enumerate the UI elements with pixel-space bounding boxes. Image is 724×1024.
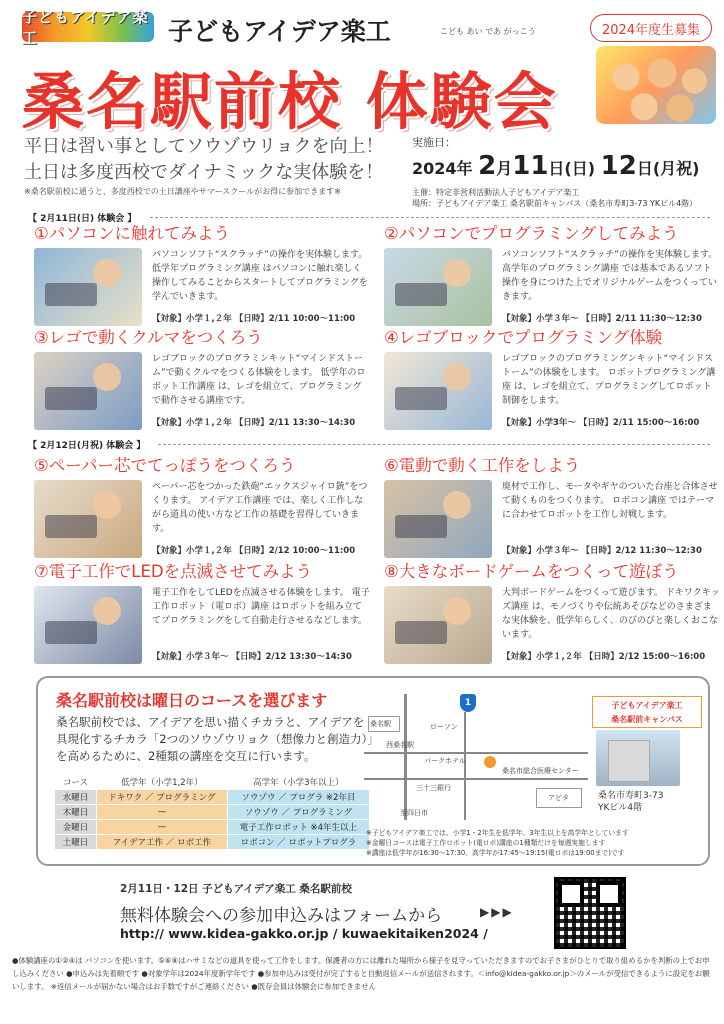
card-photo	[34, 248, 142, 326]
table-cell: —	[97, 820, 228, 835]
table-cell: ソウゾウ ／ プログラミング	[227, 805, 369, 820]
brand-name: 子どもアイデア楽工	[168, 17, 391, 46]
card-title: ⑧大きなボードゲームをつくって遊ぼう	[384, 562, 679, 581]
card-title: ⑦電子工作でLEDを点滅させてみよう	[34, 562, 313, 581]
table-header: コース	[55, 775, 97, 790]
card-3	[34, 328, 374, 432]
event-month: 2	[478, 151, 497, 181]
apply-date: 2月11日・12日 子どもアイデア楽工 桑名駅前校	[120, 883, 352, 895]
event-day1-suffix: 日(日)	[548, 159, 596, 178]
campus-label	[592, 696, 702, 728]
card-title: ⑤ペーパー芯でてっぽうをつくろう	[34, 456, 296, 475]
apply-url-link[interactable]: http:// www.kidea-gakko.or.jp / kuwaekitaiken2024 /	[120, 926, 488, 941]
card-photo	[34, 480, 142, 558]
card-meta: 【対象】小学３年～ 【日時】2/11 11:30～12:30	[502, 314, 702, 324]
table-row	[55, 835, 370, 850]
brand-ruby: こども あい であ がっこう	[440, 27, 536, 36]
card-title: ②パソコンでプログラミングしてみよう	[384, 224, 679, 243]
card-meta: 【対象】小学３年～ 【日時】2/12 11:30～12:30	[502, 546, 702, 556]
course-table	[54, 774, 370, 850]
map-label: パークホテル	[424, 757, 466, 765]
card-description: レゴブロックのプログラミングンキット“マインドストーム”の体験をします。 ロボットプログラミング講座 は、レゴを組立て、プログラミングしてロボット制御をします。	[502, 354, 716, 406]
map-label: 西桑名駅	[386, 741, 414, 749]
table-cell: ソウゾウ ／ プログラ ※2年目	[227, 790, 369, 805]
note: ※子どもアイデア楽工では、小学1・2年生を低学年、3年生以上を高学年としています	[366, 829, 629, 837]
event-day2: 12	[600, 151, 637, 181]
table-header: 高学年（小学3年以上）	[227, 775, 369, 790]
event-date-box	[412, 134, 712, 209]
card-meta: 【対象】小学３年～ 【日時】2/12 13:30～14:30	[152, 652, 352, 662]
card-2	[384, 224, 724, 328]
table-cell: 電子工作ロボット ※4年生以上	[227, 820, 369, 835]
card-title: ①パソコンに触れてみよう	[34, 224, 230, 243]
day1-rule	[150, 217, 710, 218]
card-title: ⑥電動で動く工作をしよう	[384, 456, 581, 475]
card-description: 廃材で工作し、モータやギヤのついた台座と合体させて動くものをつくります。 ロボコン講座 ではテーマに合わせてロボットを工作し対戦します。	[502, 482, 718, 520]
logo: 子どもアイデア楽工	[22, 12, 154, 42]
qr-code[interactable]	[554, 877, 626, 949]
card-photo	[384, 586, 492, 664]
campus-name: 桑名駅前キャンパス	[611, 715, 683, 724]
map-label: 桑名市総合医療センター	[502, 767, 579, 775]
table-row	[55, 790, 370, 805]
card-7	[34, 562, 374, 666]
table-cell: 木曜日	[55, 805, 97, 820]
card-photo	[384, 480, 492, 558]
table-header: 低学年（小学1,2年）	[97, 775, 228, 790]
table-cell: ロボコン ／ ロボットプログラ	[227, 835, 369, 850]
venue: 場所：子どもアイデア楽工 桑名駅前キャンパス（桑名市寿町3-73 YKビル4階）	[412, 199, 698, 208]
day2-rule	[158, 444, 710, 445]
table-header-row	[55, 775, 370, 790]
event-day1: 11	[512, 151, 549, 181]
access-map	[364, 694, 588, 820]
footer-notes: ●体験講座の①②④は パソコンを使います。⑤⑥⑧はハサミなどの道具を使って工作をします。保護者の方には離れた場所から様子を見守っていただきますのでお子さまがひとりで取り組めるかを判断の上でお申し込みください ●申込みは先着順です ●対象学年は2024年度新学年です ●参加申込みは受付が完了すると自動返信メールが送信されます。＜info@kidea-gakko.or.jp＞のメールが受信できるように設定をお願いします。 ※返信メールが届かない場合はお手数ですがご連絡ください ●既存会員は体験会に参加できません	[12, 956, 710, 991]
card-4	[384, 328, 724, 432]
event-date	[412, 151, 712, 181]
table-row	[55, 820, 370, 835]
course-title: 桑名駅前校は曜日のコースを選びます	[56, 691, 328, 710]
event-year: 2024年	[412, 159, 473, 178]
card-meta: 【対象】小学１,２年 【日時】2/11 13:30～14:30	[152, 418, 356, 428]
map-road	[464, 712, 466, 820]
page-title: 桑名駅前校 体験会	[22, 65, 558, 138]
date-label: 実施日：	[412, 136, 456, 149]
card-description: ペーパー芯をつかった鉄砲“エックスジャイロ銃”をつくります。 アイデア工作講座 では、楽しく工作しながら道具の使い方など工作の基礎を習得していきます。	[152, 482, 368, 534]
card-description: レゴブロックのプログラミンキット“マインドストーム”で動くクルマをつくる体験をします。 低学年のロボット工作講座 は、レゴを組立て、プログラミングで動作させる講座です。	[152, 354, 366, 406]
organizer: 主催：特定非営利活動法人子どもアイデア楽工	[412, 188, 580, 197]
recruit-badge: 2024年度生募集	[590, 14, 712, 42]
card-1	[34, 224, 374, 328]
note: ※講座は低学年が16:30～17:30、高学年が17:45～19:15(電ロボは19:00まで)です	[366, 849, 625, 857]
card-meta: 【対象】小学１,２年 【日時】2/11 10:00～11:00	[152, 314, 356, 324]
map-road	[364, 752, 588, 754]
lead-note: ※桑名駅前校に通うと、多度西校での土日講座やサマースクールがお得に参加できます※	[24, 187, 341, 196]
card-6	[384, 456, 724, 560]
course-info-box	[36, 676, 710, 866]
map-label: アピタ	[548, 794, 569, 802]
card-8	[384, 562, 724, 666]
map-label: ローソン	[430, 723, 458, 731]
card-description: パソコンソフト“スクラッチ”の操作を実体験します。 高学年のプログラミング講座 では基本であるソフト操作を身につけた上でオリジナルゲームをつくっていきます。	[502, 250, 718, 302]
address-line: 桑名市寿町3-73	[598, 791, 664, 801]
lead-line-1: 平日は習い事としてソウゾウリョクを向上！	[24, 136, 384, 157]
event-day2-suffix: 日(月祝)	[636, 159, 700, 178]
card-meta: 【対象】小学3年～ 【日時】2/11 15:00～16:00	[502, 418, 700, 428]
map-rail	[404, 694, 407, 820]
course-notes	[366, 828, 629, 858]
map-road	[364, 778, 588, 780]
day1-header: 【 2月11日(日) 体験会 】	[28, 214, 137, 224]
table-cell: 水曜日	[55, 790, 97, 805]
card-photo	[34, 586, 142, 664]
card-photo	[384, 248, 492, 326]
table-cell: アイデア工作 ／ ロボ工作	[97, 835, 228, 850]
day2-header: 【 2月12日(月祝) 体験会 】	[28, 441, 146, 451]
table-cell: 金曜日	[55, 820, 97, 835]
card-photo	[34, 352, 142, 430]
map-label: 至四日市	[400, 809, 428, 817]
note: ※金曜日コースは電子工作ロボット(電ロボ)講座の1種類だけを毎週実施します	[366, 839, 606, 847]
lead-line-2: 土日は多度西校でダイナミックな実体験を！	[24, 162, 384, 183]
card-title: ③レゴで動くクルマをつくろう	[34, 328, 263, 347]
table-cell: —	[97, 805, 228, 820]
campus-photo	[596, 730, 680, 786]
event-month-unit: 月	[496, 159, 513, 178]
address-line: YKビル4階	[598, 803, 643, 813]
school-location-icon	[484, 756, 496, 768]
card-photo	[384, 352, 492, 430]
card-meta: 【対象】小学１,２年 【日時】2/12 10:00～11:00	[152, 546, 356, 556]
table-cell: 土曜日	[55, 835, 97, 850]
arrow-icon: ▶▶▶	[480, 905, 514, 919]
campus-address	[598, 790, 663, 814]
lead-text	[24, 134, 383, 186]
card-5	[34, 456, 374, 560]
kids-photo	[596, 46, 716, 124]
map-label: 三十三銀行	[416, 784, 451, 792]
table-row	[55, 805, 370, 820]
campus-name: 子どもアイデア楽工	[611, 701, 683, 710]
table-cell: ドキワク ／ プログラミング	[97, 790, 228, 805]
map-label: 桑名駅	[370, 720, 391, 728]
card-description: 大判ボードゲームをつくって遊びます。 ドキワクキッズ講座 は、モノづくりや伝統あそびなどのさまざまな実体験を、低学年らしく、のびのびと楽しくおこないます。	[502, 588, 720, 640]
card-description: 電子工作をしてLEDを点滅させる体験をします。 電子工作ロボット（電ロボ）講座 はロボットを組み立ててプログラミングをして自動走行させるなどします。	[152, 588, 370, 626]
organizer-info	[412, 187, 712, 209]
card-description: パソコンソフト“スクラッチ”の操作を実体験します。 低学年プログラミング講座 はパソコンに触れ楽しく操作してみることからスタートしてプログラミングを学んでいきます。	[152, 250, 368, 302]
apply-heading: 無料体験会への参加申込みはフォームから	[120, 906, 443, 926]
card-meta: 【対象】小学１,２年 【日時】2/12 15:00～16:00	[502, 652, 706, 662]
course-description: 桑名駅前校では、アイデアを思い描くチカラと、アイデアを具現化するチカラ「2つのソウゾウリョク（想像力と創造力）」を高めるために、2種類の講座を交互に行います。	[56, 715, 374, 763]
card-title: ④レゴブロックでプログラミング体験	[384, 328, 663, 347]
route-sign-icon: 1	[460, 694, 476, 712]
